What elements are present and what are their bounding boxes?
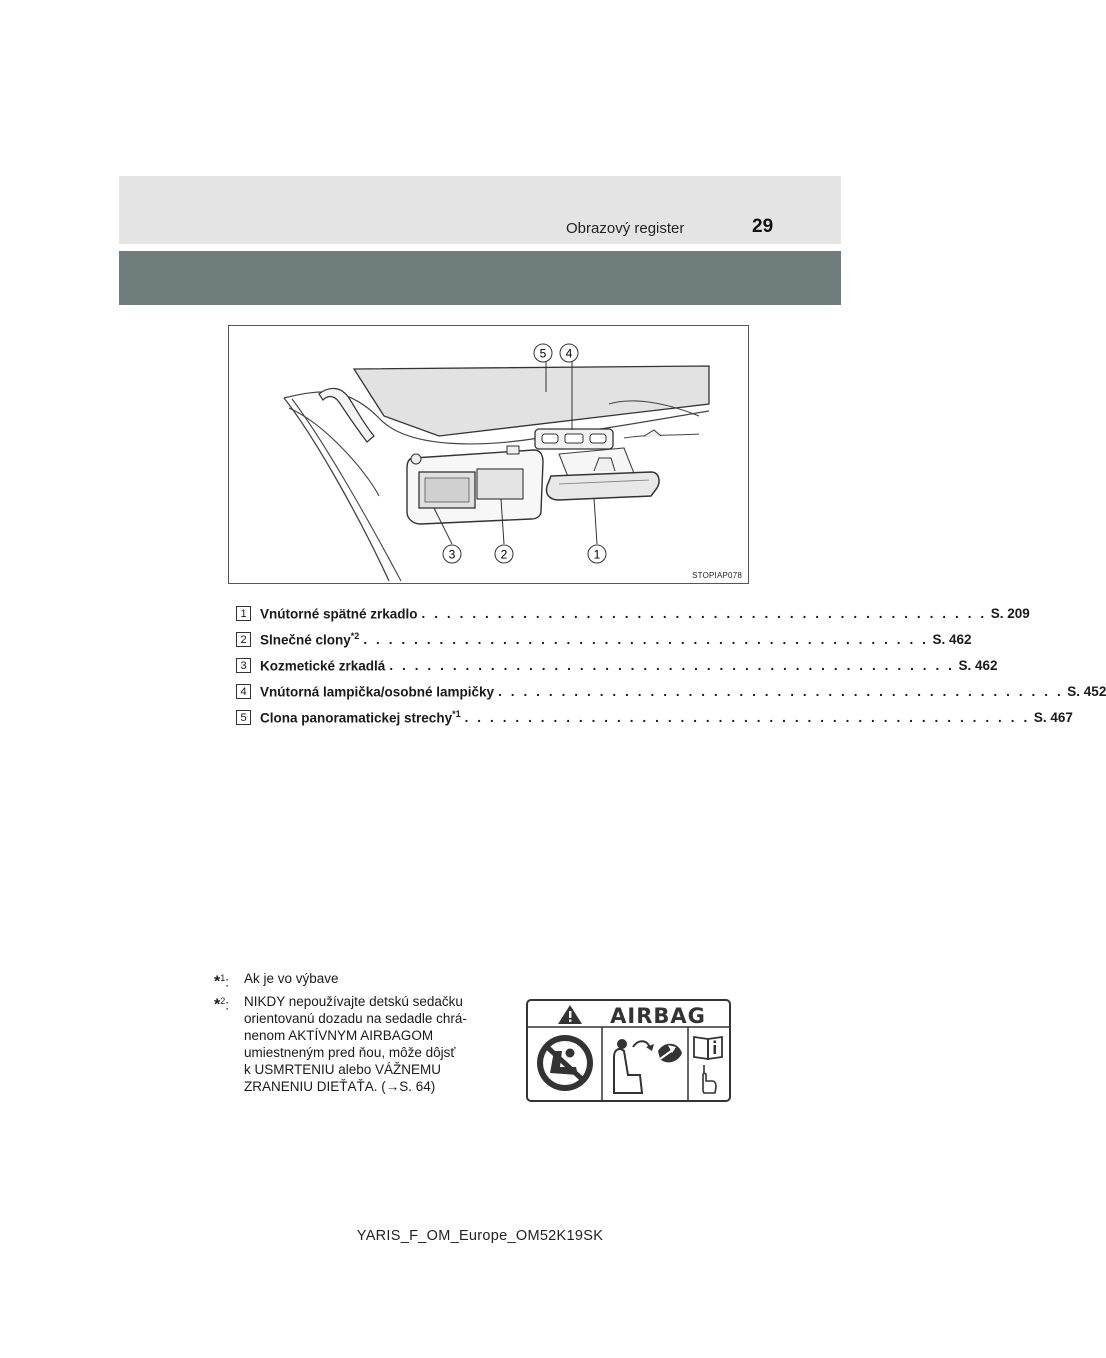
callout-4 [560,344,578,362]
item-number: 3 [236,658,251,673]
callout-2 [495,545,513,563]
footnote [214,970,514,991]
page-ref[interactable]: S. 452 [1067,683,1106,699]
list-item [236,704,1073,730]
callout-4-label: 4 [565,346,573,361]
item-label: Slnečné clony$^{*2}$ [260,630,360,648]
item-number: 1 [236,606,251,621]
airbag-title: AIRBAG [610,1004,706,1028]
warning-triangle-icon [558,1005,582,1024]
item-label: Kozmetické zrkadlá [260,658,386,674]
header-band [119,176,841,244]
section-title: Obrazový register [566,220,685,237]
callout-2-label: 2 [500,547,508,562]
figure-code: STOPIAP078 [692,571,742,580]
item-list [236,600,1106,730]
footnote-text: Ak je vo výbave [244,971,339,986]
item-number: 2 [236,632,251,647]
rear-view-mirror [547,472,660,500]
callout-5-label: 5 [539,346,547,361]
leader-dots: . . . . . . . . . . . . . . . . . . . . . . . . . . . . . . . . . . . . . . . . . . . . . [464,709,1030,725]
roof-line-drawing [229,326,750,585]
interior-roof-illustration [228,325,749,584]
leader-dots: . . . . . . . . . . . . . . . . . . . . . . . . . . . . . . . . . . . . . . . . . . . . . [363,631,929,647]
footnote-text: NIKDY nepoužívajte detskú sedačku orientovanú dozadu na sedadle chrá- nenom AKTÍVNYM AIRBAGOM umiestneným pred ňou, môže dôjsť k USMRTENIU alebo VÁŽNEMU ZRANENIU DIEŤAŤA. (→S. 64) [244,993,467,1094]
page-number: 29 [752,216,774,237]
leader-dots: . . . . . . . . . . . . . . . . . . . . . . . . . . . . . . . . . . . . . . . . . . . . . [421,605,987,621]
manual-info-icon [694,1037,722,1093]
airbag-label-graphic [528,1001,729,1100]
list-item [236,678,1106,704]
callout-3 [443,545,461,563]
section-bar [119,251,841,305]
page-ref[interactable]: S. 209 [990,605,1030,621]
leader-dots: . . . . . . . . . . . . . . . . . . . . . . . . . . . . . . . . . . . . . . . . . . . . . [389,657,955,673]
callout-1-label: 1 [593,547,601,562]
page-ref[interactable]: S. 462 [932,631,972,647]
item-number: 5 [236,710,251,725]
item-label: Vnútorné spätné zrkadlo [260,606,418,622]
list-item [236,600,1030,626]
airbag-deploy-icon [614,1039,682,1093]
callout-5 [534,344,552,362]
page-ref[interactable]: S. 467 [1033,709,1073,725]
footnote-mark: *$^2$: [214,995,230,1013]
panoramic-roof-shade [354,366,709,436]
footnotes [214,970,514,1097]
callout-1 [588,545,606,563]
item-label: Vnútorná lampička/osobné lampičky [260,684,495,700]
document-code: YARIS_F_OM_Europe_OM52K19SK [356,1228,604,1244]
footnote-mark: *$^1$: [214,973,230,991]
leader-dots: . . . . . . . . . . . . . . . . . . . . . . . . . . . . . . . . . . . . . . . . . . . . . [498,683,1064,699]
callout-3-label: 3 [448,547,456,562]
list-item [236,626,972,652]
item-number: 4 [236,684,251,699]
airbag-warning-label [526,999,731,1102]
page-ref[interactable]: S. 462 [958,657,998,673]
no-rear-facing-seat-icon [537,1035,593,1091]
footnote [214,993,514,1095]
item-label: Clona panoramatickej strechy$^{*1}$ [260,708,461,726]
list-item [236,652,998,678]
